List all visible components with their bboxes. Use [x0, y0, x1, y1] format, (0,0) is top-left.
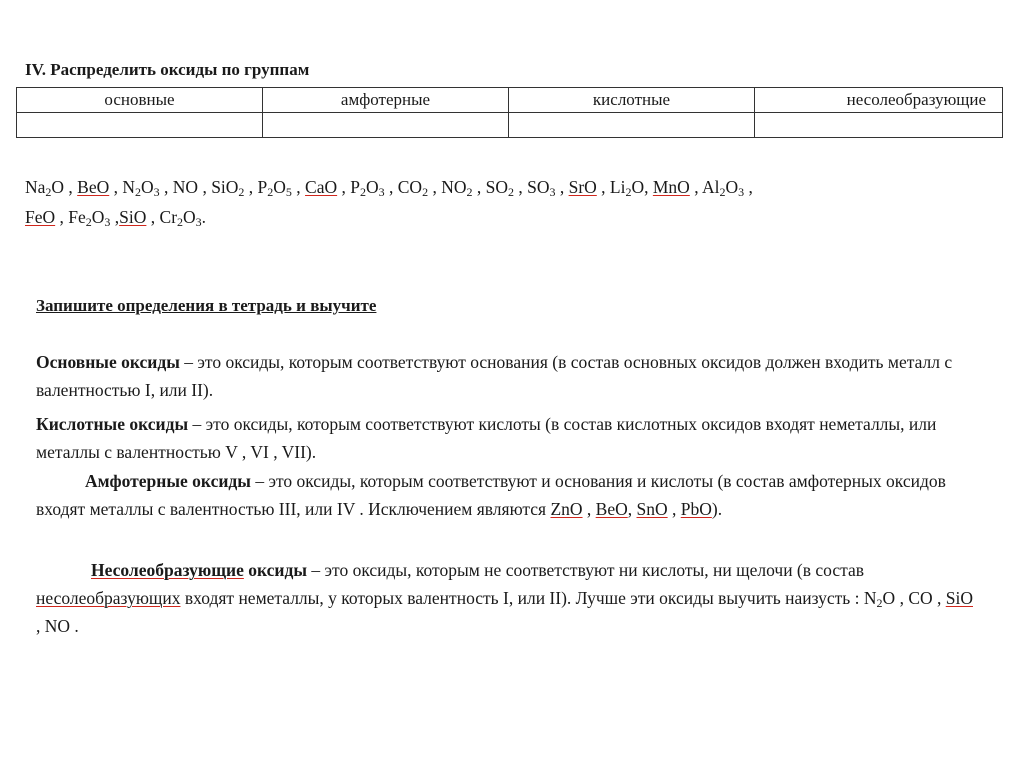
definition-text-non-salt-2: входят неметаллы, у которых валентность I, или II). Лучше эти оксиды выучить наизусть :	[180, 588, 864, 608]
oxide-formula: MnO	[652, 177, 690, 197]
definition-text-acidic: – это оксиды, которым соответствуют кислоты (в состав кислотных оксидов входят неметаллы, или металлы с валентностью V , VI , VII).	[36, 414, 937, 462]
term-basic-oxides: Основные оксиды	[36, 352, 180, 372]
column-header-amphoteric: амфотерные	[263, 88, 509, 113]
oxide-formula: BeO	[77, 177, 110, 197]
non-salt-examples-list: $N_2O$ , CO , SiO , NO .	[36, 588, 973, 636]
oxide-formula: $P_2O_3$	[350, 177, 385, 199]
table-answer-row	[17, 113, 1003, 138]
term-oxides-word: оксиды	[243, 560, 308, 580]
definition-text-amphoteric: – это оксиды, которым соответствуют и основания и кислоты (в состав амфотерных оксидов входят металлы с валентностью III, или IV . Исключением являются	[36, 471, 946, 519]
oxide-formula: $N_2O$	[863, 588, 896, 610]
oxide-formula: $Fe_2O_3$	[68, 207, 111, 229]
oxide-formula: FeO	[25, 207, 56, 227]
task-title: IV. Распределить оксиды по группам	[25, 60, 310, 79]
answer-cell-acidic[interactable]	[509, 113, 755, 138]
oxide-formula: SiO	[945, 588, 973, 608]
definition-non-salt-forming-oxides	[36, 556, 981, 640]
column-header-basic: основные	[17, 88, 263, 113]
exception-formula: PbO	[680, 499, 712, 519]
oxide-formula: $Cr_2O_3$	[159, 207, 202, 229]
answer-cell-non-salt-forming[interactable]	[755, 113, 1003, 138]
oxide-formula: SiO$_2$	[211, 177, 245, 199]
oxide-formula: $CO_2$	[397, 177, 429, 199]
oxide-formula: $NO_2$	[441, 177, 473, 199]
underlined-word-non-salt-forming: несолеобразующих	[36, 588, 181, 608]
exception-formula: ZnO	[550, 499, 583, 519]
answer-cell-amphoteric[interactable]	[263, 113, 509, 138]
definition-amphoteric-oxides: Амфотерные оксиды – это оксиды, которым соответствуют и основания и кислоты (в состав амфотерных оксидов входят металлы с валентностью III, или IV . Исключением являются ZnO , BeO, SnO , PbO).	[36, 471, 946, 519]
term-non-salt-forming: Несолеобразующие	[91, 560, 244, 580]
oxide-formula: SrO	[568, 177, 597, 197]
oxide-formula: SiO	[119, 207, 147, 227]
column-header-non-salt-forming: несолеобразующие	[755, 88, 1003, 113]
definition-acidic-oxides	[36, 410, 981, 466]
definitions-heading: Запишите определения в тетрадь и выучите	[36, 296, 377, 315]
oxide-formula: NO	[172, 177, 199, 197]
oxide-formula: $Al_2O_3$	[702, 177, 745, 199]
oxide-formula: CO	[908, 588, 933, 608]
definition-text-basic: – это оксиды, которым соответствуют основания (в состав основных оксидов должен входить металл с валентностью I, или II).	[36, 352, 953, 400]
oxide-formula: $P_2O_5$	[257, 177, 292, 199]
exception-formula: SnO	[636, 499, 668, 519]
column-header-acidic: кислотные	[509, 88, 755, 113]
definition-text-non-salt-1: – это оксиды, которым не соответствуют ни кислоты, ни щелочи (в состав	[307, 560, 865, 580]
oxide-formula-list: $Na_2O$ , BeO , $N_2O_3$ , NO , SiO$_2$ , $P_2O_5$ , CaO , $P_2O_3$ , $CO_2$ , $NO_2$ , $SO_2$ , $SO_3$ , SrO , $Li_2O$, MnO , $Al_2O_3$ , FeO , $Fe_2O_3$ ,SiO , $Cr_2O_3$.	[25, 177, 753, 229]
oxide-formula: $SO_3$	[527, 177, 556, 199]
exception-formula: BeO	[595, 499, 628, 519]
term-amphoteric-oxides: Амфотерные оксиды	[85, 471, 251, 491]
definition-basic-oxides	[36, 348, 981, 404]
oxide-formula: $N_2O_3$	[122, 177, 160, 199]
oxide-formula: NO	[44, 616, 71, 636]
oxide-formula: $Na_2O$	[25, 177, 65, 199]
answer-cell-basic[interactable]	[17, 113, 263, 138]
oxide-formula: CaO	[305, 177, 338, 197]
term-acidic-oxides: Кислотные оксиды	[36, 414, 189, 434]
oxide-groups-table	[16, 87, 1003, 138]
oxide-formula: $Li_2O$	[609, 177, 645, 199]
oxide-formula: $SO_2$	[485, 177, 514, 199]
table-header-row	[17, 88, 1003, 113]
